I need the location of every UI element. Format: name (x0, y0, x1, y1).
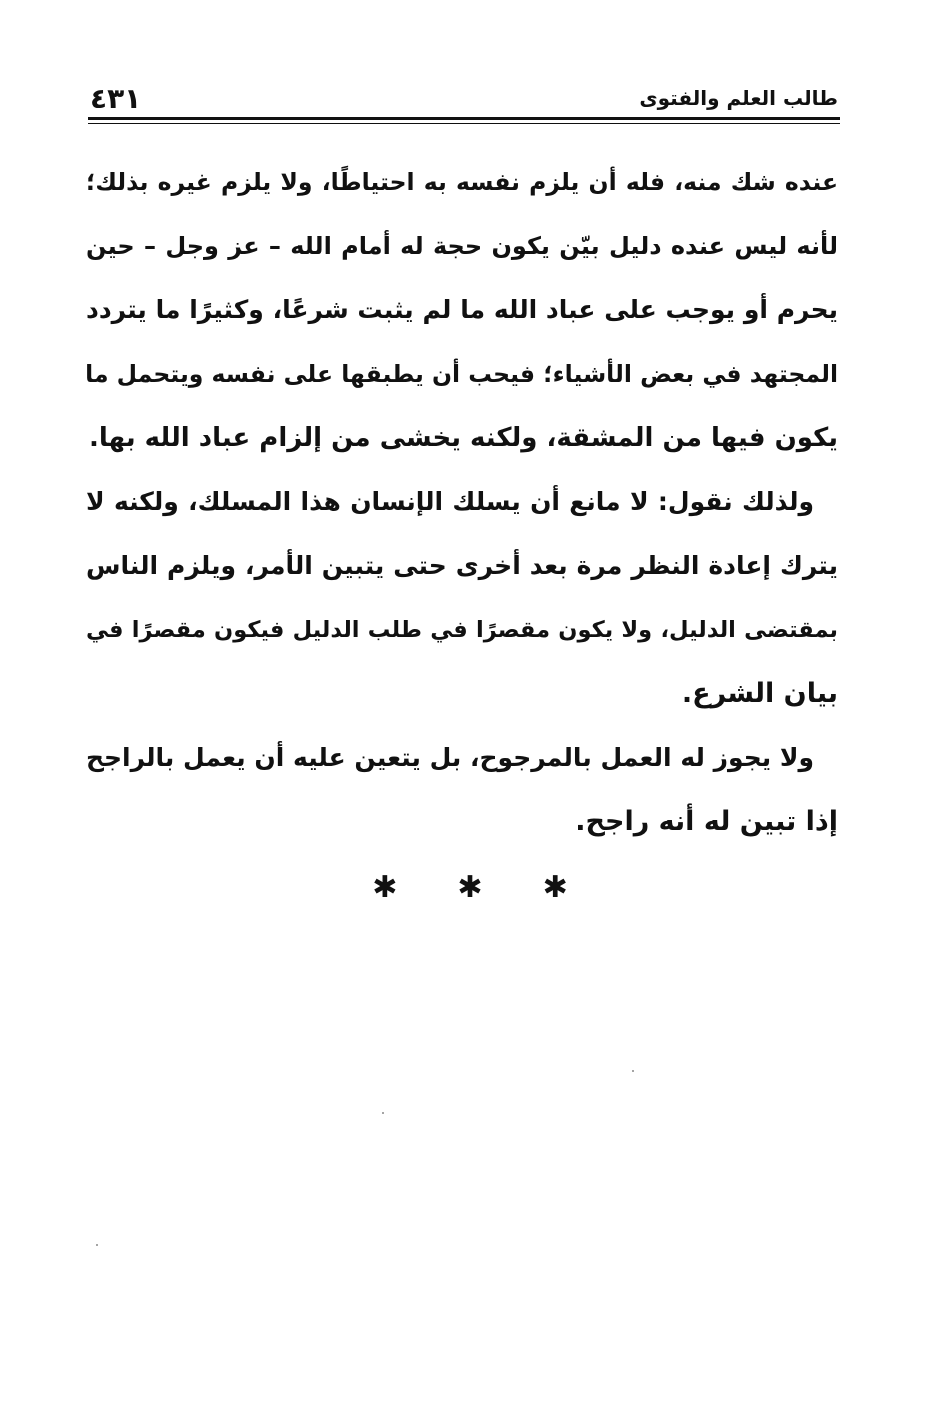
text-line: ولا يجوز له العمل بالمرجوح، بل يتعين عليه أن يعمل بالراجح (86, 743, 814, 772)
text-line: يكون فيها من المشقة، ولكنه يخشى من إلزام عباد الله بها. (89, 423, 838, 453)
text-line: بيان الشرع. (681, 678, 838, 709)
page-number: ٤٣١ (90, 82, 142, 115)
separator-star-icon: ✱ (542, 870, 568, 905)
body-text (86, 150, 838, 854)
separator-star-icon: ✱ (372, 870, 398, 905)
scan-speck (632, 1070, 634, 1072)
text-line: المجتهد في بعض الأشياء؛ فيحب أن يطبقها على نفسه ويتحمل ما (85, 360, 838, 388)
text-line: إذا تبين له أنه راجح. (575, 806, 838, 837)
header-rule-thin (88, 123, 840, 124)
section-separator (0, 870, 940, 905)
text-line: لأنه ليس عنده دليل بيّن يكون حجة له أمام الله – عز وجل – حين (86, 232, 838, 260)
text-line: يحرم أو يوجب على عباد الله ما لم يثبت شرعًا، وكثيرًا ما يتردد (86, 295, 838, 324)
text-line: بمقتضى الدليل، ولا يكون مقصرًا في طلب الدليل فيكون مقصرًا في (86, 617, 838, 643)
text-line: ولذلك نقول: لا مانع أن يسلك الإنسان هذا المسلك، ولكنه لا (86, 487, 814, 516)
text-line: عنده شك منه، فله أن يلزم نفسه به احتياطًا، ولا يلزم غيره بذلك؛ (86, 168, 838, 196)
page-header (88, 78, 838, 118)
scan-speck (96, 1244, 98, 1246)
header-rule-thick (88, 117, 840, 120)
running-title: طالب العلم والفتوى (639, 86, 838, 110)
separator-star-icon: ✱ (457, 870, 483, 905)
text-line: يترك إعادة النظر مرة بعد أخرى حتى يتبين الأمر، ويلزم الناس (86, 551, 838, 580)
scan-speck (382, 1112, 384, 1114)
